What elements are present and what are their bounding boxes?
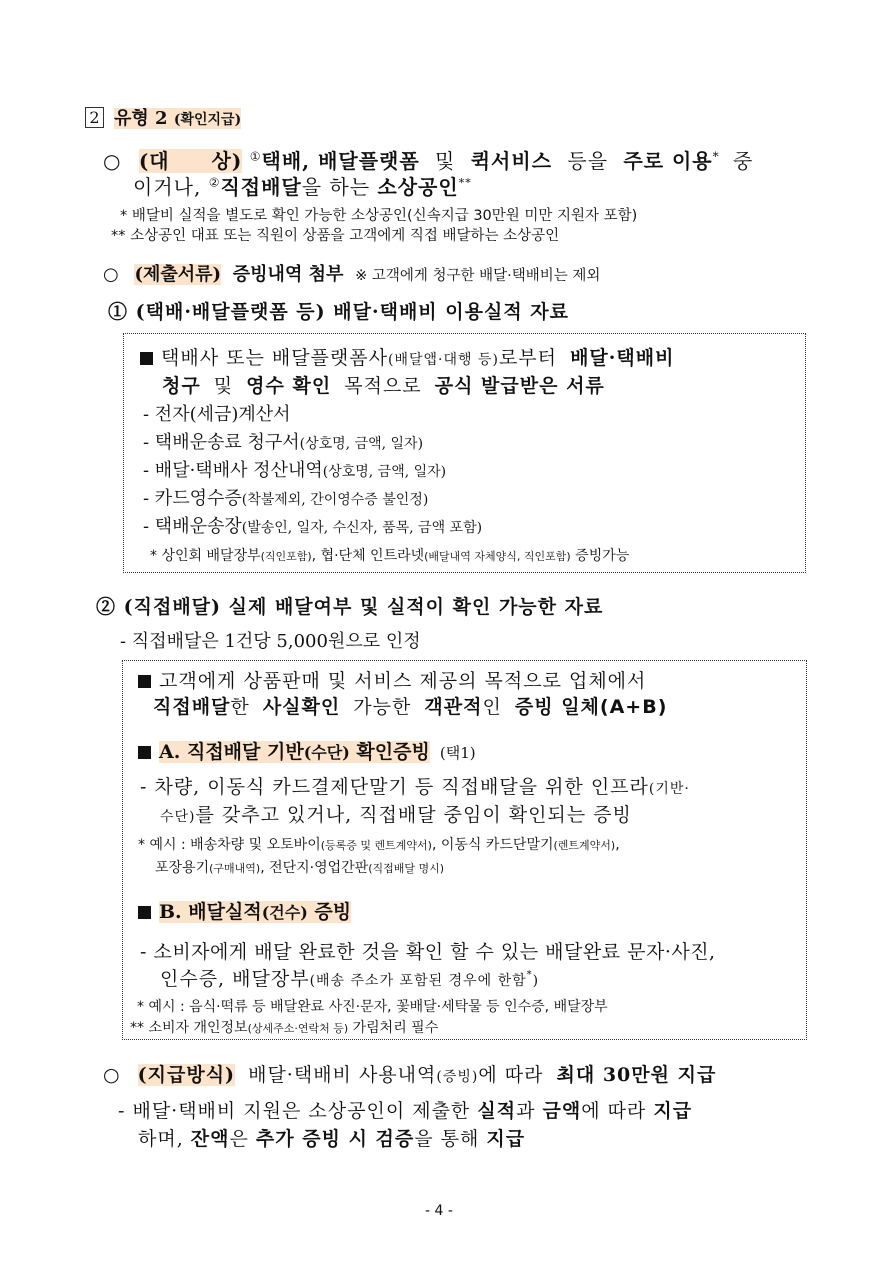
section-title: 유형 2 (확인지급) bbox=[114, 108, 242, 129]
list-item: - 카드영수증(착불제외, 간이영수증 불인정) bbox=[143, 488, 429, 509]
section-heading bbox=[85, 104, 241, 130]
item2-b-desc-1: - 소비자에게 배달 완료한 것을 확인 할 수 있는 배달완료 문자·사진, bbox=[140, 941, 716, 963]
target-note-2: ** 소상공인 대표 또는 직원이 상품을 고객에게 직접 배달하는 소상공인 bbox=[111, 228, 560, 244]
item2-a-example-2: 포장용기(구매내역), 전단지·영업간판(직접배달 명시) bbox=[155, 860, 445, 876]
payment-label: (지급방식) bbox=[137, 1064, 236, 1086]
item2-box-line-1: 고객에게 상품판매 및 서비스 제공의 목적으로 업체에서 bbox=[138, 666, 646, 693]
item1-box-line-2: 청구 및 영수 확인 목적으로 공식 발급받은 서류 bbox=[162, 375, 605, 397]
section-number: 2 bbox=[85, 107, 104, 128]
item2-a-title: A. 직접배달 기반(수단) 확인증빙 (택1) bbox=[138, 737, 476, 764]
docs-line: ○ (제출서류) 증빙내역 첨부 ※ 고객에게 청구한 배달·택배비는 제외 bbox=[103, 264, 601, 285]
item2-title: ② (직접배달) 실제 배달여부 및 실적이 확인 가능한 자료 bbox=[96, 596, 604, 618]
square-bullet-icon bbox=[138, 675, 151, 688]
square-bullet-icon bbox=[138, 906, 151, 919]
item1-box-line-1: 택배사 또는 배달플랫폼사(배달앱·대행 등)로부터 배달·택배비 bbox=[140, 343, 674, 370]
target-label: (대 상) bbox=[138, 149, 243, 173]
item2-a-desc-1: - 차량, 이동식 카드결제단말기 등 직접배달을 위한 인프라(기반· bbox=[140, 776, 690, 798]
target-note-1: * 배달비 실적을 별도로 확인 가능한 소상공인(신속지급 30만원 미만 지원자 포함) bbox=[120, 208, 638, 224]
item2-b-title: B. 배달실적(건수) 증빙 bbox=[138, 897, 351, 924]
page-number: - 4 - bbox=[425, 1203, 453, 1219]
item2-b-example-1: * 예시 : 음식·떡류 등 배달완료 사진·문자, 꽃배달·세탁물 등 인수증, 배달장부 bbox=[137, 999, 608, 1015]
docs-label: (제출서류) bbox=[134, 264, 222, 285]
item1-footnote: * 상인회 배달장부(직인포함), 협·단체 인트라넷(배달내역 자체양식, 직인포함) 증빙가능 bbox=[150, 548, 630, 564]
item2-b-desc-2: 인수증, 배달장부(배송 주소가 포함된 경우에 한함*) bbox=[160, 968, 540, 990]
payment-line-2: - 배달·택배비 지원은 소상공인이 제출한 실적과 금액에 따라 지급 bbox=[118, 1100, 693, 1122]
list-item: - 택배운송장(발송인, 일자, 수신자, 품목, 금액 포함) bbox=[143, 516, 483, 537]
payment-line-1: ○ (지급방식) 배달·택배비 사용내역(증빙)에 따라 최대 30만원 지급 bbox=[103, 1064, 717, 1086]
item2-b-example-2: ** 소비자 개인정보(상세주소·연락처 등) 가림처리 필수 bbox=[130, 1020, 439, 1036]
square-bullet-icon bbox=[140, 352, 153, 365]
square-bullet-icon bbox=[138, 746, 151, 759]
target-line-2: 이거나, ②직접배달을 하는 소상공인** bbox=[133, 175, 472, 199]
target-line-1: ○ (대 상) ①택배, 배달플랫폼 및 퀵서비스 등을 주로 이용* 중 bbox=[103, 149, 754, 173]
payment-line-3: 하며, 잔액은 추가 증빙 시 검증을 통해 지급 bbox=[138, 1128, 526, 1150]
item1-title: ① (택배·배달플랫폼 등) 배달·택배비 이용실적 자료 bbox=[108, 301, 570, 323]
item2-subtitle: - 직접배달은 1건당 5,000원으로 인정 bbox=[120, 631, 421, 652]
list-item: - 전자(세금)계산서 bbox=[143, 404, 291, 425]
list-item: - 배달·택배사 정산내역(상호명, 금액, 일자) bbox=[143, 460, 447, 481]
item2-box-line-2: 직접배달한 사실확인 가능한 객관적인 증빙 일체(A+B) bbox=[153, 696, 668, 718]
item2-a-example-1: * 예시 : 배송차량 및 오토바이(등록증 및 렌트계약서), 이동식 카드단말기(렌트계약서), bbox=[138, 837, 620, 853]
list-item: - 택배운송료 청구서(상호명, 금액, 일자) bbox=[143, 432, 424, 453]
item2-a-desc-2: 수단)를 갖추고 있거나, 직접배달 중임이 확인되는 증빙 bbox=[160, 804, 632, 826]
